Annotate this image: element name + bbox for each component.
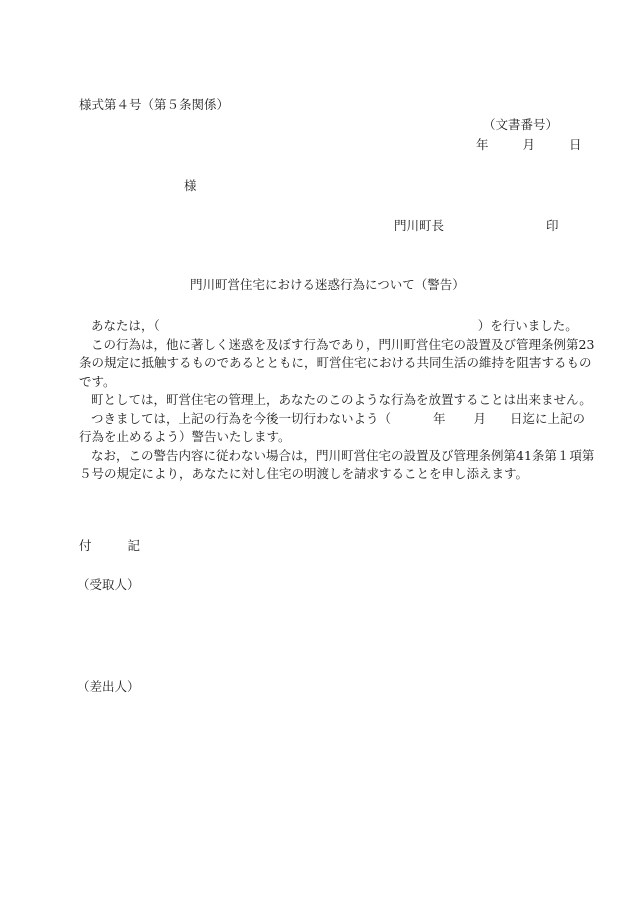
body-line-7: 行為を止めるよう）警告いたします。 xyxy=(79,429,291,444)
date-day: 日 xyxy=(568,137,582,152)
body-line-5: 町としては，町営住宅の管理上，あなたのこのような行為を放置することは出来ません。 xyxy=(91,392,592,407)
body-line-8: なお，この警告内容に従わない場合は，門川町営住宅の設置及び管理条例第41条第１項第 xyxy=(91,447,595,463)
sender-label: （差出人） xyxy=(77,679,140,694)
document-subject: 門川町営住宅における迷惑行為について（警告） xyxy=(190,277,465,292)
sender-seal: 印 xyxy=(546,218,559,233)
date-month: 月 xyxy=(522,137,535,152)
body-line-1-suffix: ）を行いました。 xyxy=(477,318,578,333)
body-line-4: です。 xyxy=(79,373,116,389)
date-line xyxy=(476,137,581,153)
appendix-label-a: 付 xyxy=(79,538,92,553)
letter-body xyxy=(79,317,595,484)
date-year: 年 xyxy=(476,137,489,152)
form-label: 様式第４号（第５条関係） xyxy=(79,97,230,112)
recipient-suffix: 様 xyxy=(184,178,197,193)
body-line-6-b: 日迄に上記の xyxy=(510,410,586,426)
receiver-label: （受取人） xyxy=(77,577,140,592)
body-line-1 xyxy=(79,317,578,336)
body-line-9: ５号の規定により，あなたに対し住宅の明渡しを請求することを申し添えます。 xyxy=(79,466,529,481)
sender-title: 門川町長 xyxy=(394,218,445,233)
body-line-6-a: つきましては，上記の行為を今後一切行わないよう（ xyxy=(91,410,392,426)
body-line-6-year: 年 xyxy=(433,410,446,426)
document-number: （文書番号） xyxy=(482,117,558,132)
appendix-heading xyxy=(79,538,140,554)
body-line-6 xyxy=(79,410,586,429)
body-line-1-prefix: あなたは，（ xyxy=(91,318,160,333)
body-line-6-month: 月 xyxy=(473,410,487,426)
appendix-label-b: 記 xyxy=(127,538,141,553)
body-line-3: 条の規定に抵触するものであるとともに，町営住宅における共同生活の維持を阻害するもの xyxy=(79,355,592,370)
body-line-2: この行為は，他に著しく迷惑を及ぼす行為であり，門川町営住宅の設置及び管理条例第23 xyxy=(91,336,595,352)
